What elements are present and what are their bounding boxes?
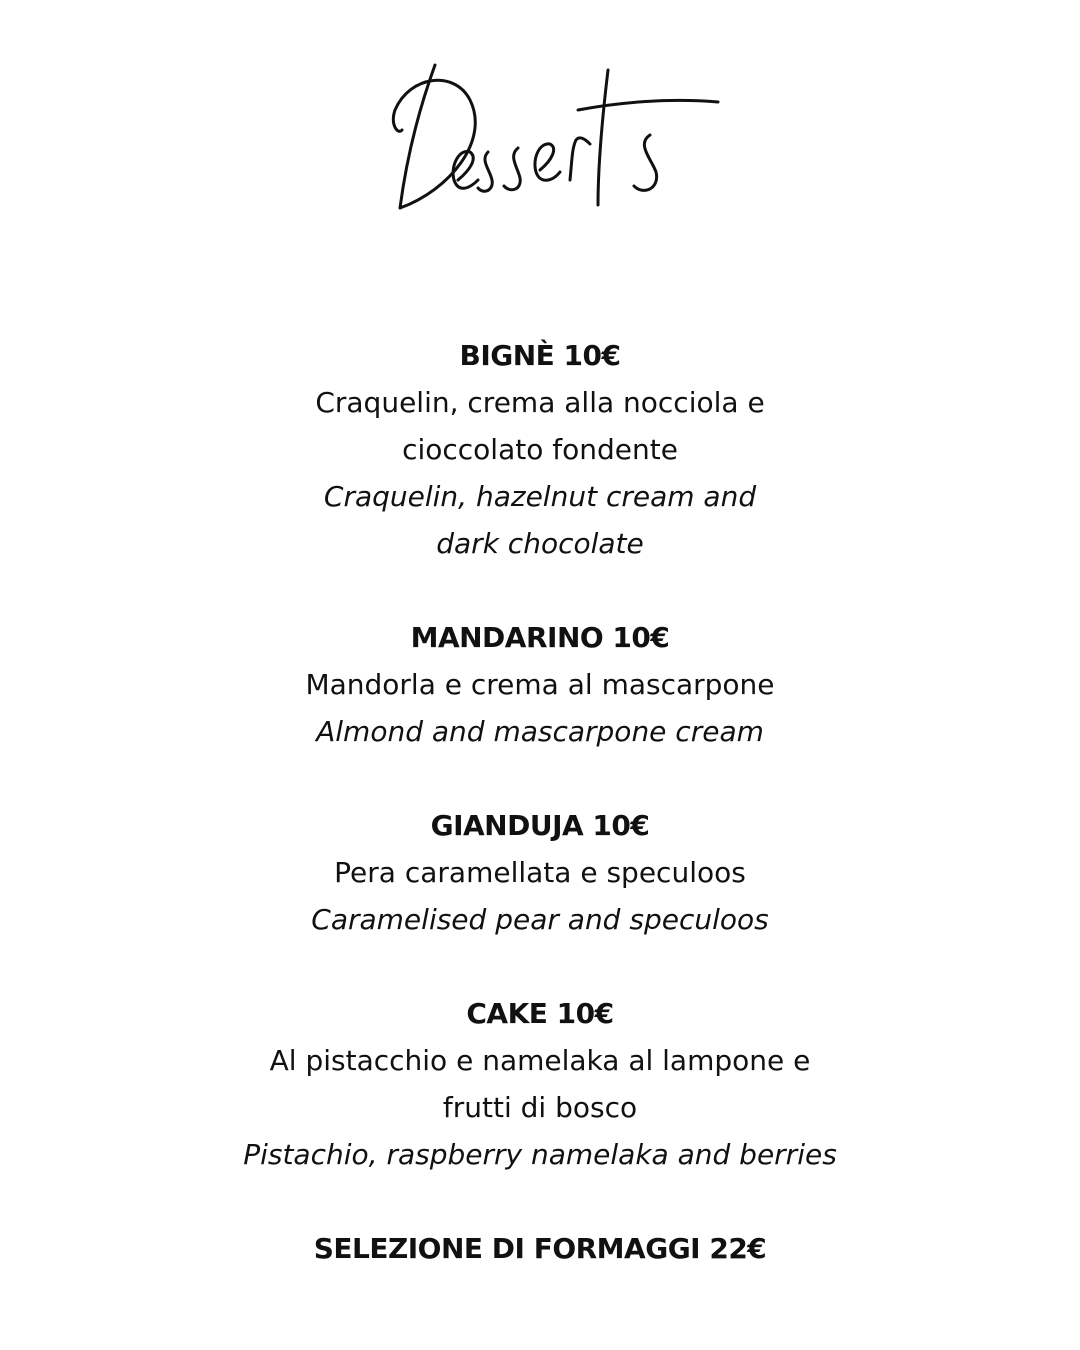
item-description-english: Almond and mascarpone cream: [316, 715, 764, 748]
item-description-english: Pistachio, raspberry namelaka and berries: [243, 1138, 837, 1171]
item-title: GIANDUJA 10€: [430, 809, 650, 842]
item-description-english: Caramelised pear and speculoos: [311, 903, 769, 936]
item-description-italian: Craquelin, crema alla nocciola e cioccolato fondente: [315, 386, 765, 466]
menu-item-mandarino: [0, 615, 1080, 755]
item-description-english: Craquelin, hazelnut cream and dark chocolate: [323, 480, 757, 560]
menu-item-cheese-selection: [0, 1226, 1080, 1272]
menu-item-gianduja: [0, 803, 1080, 943]
desserts-script-lettering: [340, 40, 740, 240]
item-description-italian: Al pistacchio e namelaka al lampone e frutti di bosco: [269, 1044, 811, 1124]
menu-list: [0, 333, 1080, 1320]
menu-item-cake: [0, 991, 1080, 1178]
item-description-italian: Mandorla e crema al mascarpone: [305, 668, 775, 701]
item-title: BIGNÈ 10€: [459, 339, 621, 372]
item-title: MANDARINO 10€: [410, 621, 670, 654]
item-title: CAKE 10€: [466, 997, 614, 1030]
menu-item-bigne: [0, 333, 1080, 567]
item-description-italian: Pera caramellata e speculoos: [334, 856, 746, 889]
item-title: SELEZIONE DI FORMAGGI 22€: [313, 1232, 767, 1265]
menu-title-script: [340, 40, 740, 240]
